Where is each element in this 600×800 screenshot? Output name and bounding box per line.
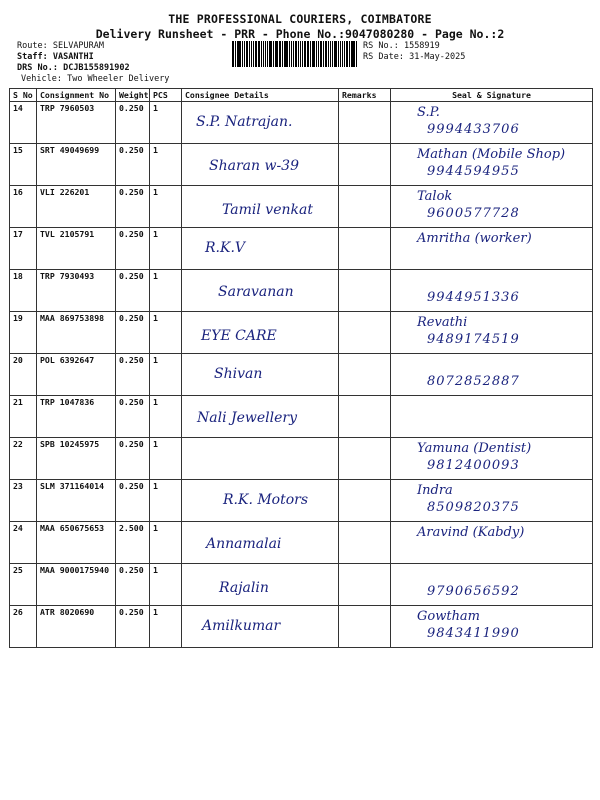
row-seal-signature — [391, 480, 593, 522]
barcode-bar — [340, 41, 341, 67]
barcode-bar — [253, 41, 254, 67]
route-line: Route: SELVAPURAM — [17, 41, 105, 51]
row-remarks — [339, 102, 391, 144]
row-consignee — [182, 354, 339, 396]
col-pcs: PCS — [150, 89, 182, 102]
barcode-bar — [279, 41, 281, 67]
table-row — [10, 396, 593, 438]
table-row — [10, 186, 593, 228]
rs-no-line: RS No.: 1558919 — [363, 41, 440, 51]
row-seal-signature — [391, 102, 593, 144]
row-weight: 0.250 — [116, 438, 150, 480]
row-sno: 19 — [10, 312, 37, 354]
row-weight: 0.250 — [116, 144, 150, 186]
barcode-bar — [273, 41, 274, 67]
barcode-bar — [316, 41, 317, 67]
row-weight: 0.250 — [116, 312, 150, 354]
phone-number-handwritten: 9489174519 — [427, 332, 520, 347]
row-seal-signature — [391, 396, 593, 438]
row-seal-signature — [391, 564, 593, 606]
barcode-bar — [312, 41, 313, 67]
consignee-signature: Amilkumar — [202, 618, 281, 634]
row-weight: 0.250 — [116, 354, 150, 396]
row-remarks — [339, 522, 391, 564]
phone-number-handwritten: 9843411990 — [427, 626, 520, 641]
seal-signature-text: S.P. — [417, 105, 440, 120]
row-remarks — [339, 480, 391, 522]
barcode-bar — [351, 41, 352, 67]
phone-number-handwritten: 8509820375 — [427, 500, 520, 515]
phone-number-handwritten: 8072852887 — [427, 374, 520, 389]
row-consignee — [182, 144, 339, 186]
row-sno: 26 — [10, 606, 37, 648]
row-seal-signature — [391, 312, 593, 354]
barcode-bar — [310, 41, 311, 67]
barcode-bar — [313, 41, 315, 67]
col-seal: Seal & Signature — [391, 89, 593, 102]
row-consignee — [182, 102, 339, 144]
row-pcs: 1 — [150, 438, 182, 480]
row-consignment: POL 6392647 — [37, 354, 116, 396]
row-sno: 18 — [10, 270, 37, 312]
row-consignment: SRT 49049699 — [37, 144, 116, 186]
vehicle-value: Two Wheeler Delivery — [67, 74, 170, 84]
table-row — [10, 522, 593, 564]
consignee-signature: S.P. Natrajan. — [196, 114, 293, 130]
barcode-bar — [269, 41, 272, 67]
row-pcs: 1 — [150, 102, 182, 144]
row-pcs: 1 — [150, 480, 182, 522]
row-pcs: 1 — [150, 144, 182, 186]
row-weight: 0.250 — [116, 186, 150, 228]
row-seal-signature — [391, 228, 593, 270]
table-row — [10, 564, 593, 606]
runsheet-table — [9, 88, 593, 648]
barcode-bar — [276, 41, 278, 67]
table-row — [10, 480, 593, 522]
staff-value: VASANTHI — [52, 52, 94, 62]
row-consignee — [182, 438, 339, 480]
seal-signature-text: Aravind (Kabdy) — [417, 525, 525, 540]
phone-number-handwritten: 9812400093 — [427, 458, 520, 473]
barcode-bar — [352, 41, 355, 67]
barcode-bar — [235, 41, 236, 67]
barcode-bar — [238, 41, 241, 67]
barcode-bar — [291, 41, 292, 67]
phone-number-handwritten: 9944951336 — [427, 290, 520, 305]
barcode-bar — [325, 41, 327, 67]
seal-signature-text: Indra — [417, 483, 453, 498]
row-weight: 0.250 — [116, 270, 150, 312]
route-value: SELVAPURAM — [52, 41, 105, 51]
barcode-bar — [258, 41, 260, 67]
table-row — [10, 606, 593, 648]
table-header-row — [10, 89, 593, 102]
col-weight: Weight — [116, 89, 150, 102]
row-remarks — [339, 312, 391, 354]
row-remarks — [339, 606, 391, 648]
runsheet-subtitle: Delivery Runsheet - PRR - Phone No.:9047080280 - Page No.:2 — [95, 27, 505, 41]
table-row — [10, 354, 593, 396]
row-sno: 22 — [10, 438, 37, 480]
row-remarks — [339, 228, 391, 270]
row-sno: 17 — [10, 228, 37, 270]
barcode — [232, 41, 358, 67]
phone-number-handwritten: 9790656592 — [427, 584, 520, 599]
row-consignee — [182, 480, 339, 522]
barcode-bar — [346, 41, 348, 67]
barcode-bar — [249, 41, 250, 67]
table-row — [10, 270, 593, 312]
barcode-bar — [298, 41, 299, 67]
row-consignment: VLI 226201 — [37, 186, 116, 228]
consignee-signature: Shivan — [214, 366, 263, 382]
table-row — [10, 438, 593, 480]
row-consignee — [182, 228, 339, 270]
consignee-signature: Rajalin — [219, 580, 269, 596]
row-remarks — [339, 396, 391, 438]
barcode-bar — [302, 41, 303, 67]
barcode-bar — [265, 41, 267, 67]
row-sno: 15 — [10, 144, 37, 186]
phone-number-handwritten: 9944594955 — [427, 164, 520, 179]
barcode-bar — [330, 41, 331, 67]
barcode-bar — [267, 41, 268, 67]
row-remarks — [339, 564, 391, 606]
consignee-signature: R.K. Motors — [223, 492, 309, 508]
rs-date-value: 31-May-2025 — [409, 52, 466, 62]
row-weight: 0.250 — [116, 564, 150, 606]
consignee-signature: Nali Jewellery — [197, 410, 298, 426]
row-seal-signature — [391, 354, 593, 396]
barcode-bar — [263, 41, 264, 67]
row-consignee — [182, 564, 339, 606]
row-weight: 0.250 — [116, 228, 150, 270]
barcode-bar — [295, 41, 297, 67]
rs-date-line: RS Date: 31-May-2025 — [363, 52, 466, 62]
row-consignee — [182, 522, 339, 564]
barcode-bar — [285, 41, 288, 67]
table-row — [10, 144, 593, 186]
row-seal-signature — [391, 186, 593, 228]
row-remarks — [339, 354, 391, 396]
row-weight: 0.250 — [116, 396, 150, 438]
barcode-bar — [344, 41, 345, 67]
col-consignee: Consignee Details — [182, 89, 339, 102]
table-row — [10, 102, 593, 144]
barcode-bar — [349, 41, 350, 67]
row-consignee — [182, 606, 339, 648]
barcode-bar — [289, 41, 290, 67]
row-pcs: 1 — [150, 564, 182, 606]
row-remarks — [339, 270, 391, 312]
barcode-bar — [318, 41, 319, 67]
consignee-signature: R.K.V — [205, 240, 246, 256]
seal-signature-text: Mathan (Mobile Shop) — [417, 147, 566, 162]
barcode-bar — [237, 41, 238, 67]
row-consignment: TRP 1047836 — [37, 396, 116, 438]
barcode-bar — [246, 41, 248, 67]
barcode-bar — [323, 41, 324, 67]
col-remarks: Remarks — [339, 89, 391, 102]
rs-no-value: 1558919 — [403, 41, 440, 51]
row-sno: 25 — [10, 564, 37, 606]
barcode-bar — [300, 41, 301, 67]
row-sno: 16 — [10, 186, 37, 228]
seal-signature-text: Amritha (worker) — [417, 231, 532, 246]
consignee-signature: Sharan w-39 — [209, 158, 299, 174]
row-consignment: TVL 2105791 — [37, 228, 116, 270]
row-weight: 0.250 — [116, 480, 150, 522]
barcode-bar — [275, 41, 276, 67]
row-consignment: TRP 7930493 — [37, 270, 116, 312]
barcode-bar — [338, 41, 339, 67]
barcode-bar — [244, 41, 246, 67]
row-consignee — [182, 396, 339, 438]
col-consignment: Consignment No — [37, 89, 116, 102]
barcode-bar — [334, 41, 337, 67]
seal-signature-text: Gowtham — [417, 609, 481, 624]
consignee-signature: Tamil venkat — [222, 202, 313, 218]
row-weight: 0.250 — [116, 102, 150, 144]
seal-signature-text: Talok — [417, 189, 453, 204]
row-sno: 21 — [10, 396, 37, 438]
phone-number-handwritten: 9994433706 — [427, 122, 520, 137]
seal-signature-text: Revathi — [417, 315, 468, 330]
company-title: THE PROFESSIONAL COURIERS, COIMBATORE — [168, 12, 432, 26]
barcode-bar — [342, 41, 344, 67]
consignee-signature: EYE CARE — [201, 328, 277, 344]
barcode-bar — [356, 41, 357, 67]
row-seal-signature — [391, 438, 593, 480]
row-weight: 2.500 — [116, 522, 150, 564]
row-consignment: SPB 10245975 — [37, 438, 116, 480]
row-consignment: MAA 869753898 — [37, 312, 116, 354]
row-consignee — [182, 270, 339, 312]
row-consignee — [182, 312, 339, 354]
drs-value: DCJB155891902 — [63, 63, 130, 73]
staff-line: Staff: VASANTHI — [17, 52, 94, 62]
row-remarks — [339, 186, 391, 228]
row-consignment: ATR 8020690 — [37, 606, 116, 648]
row-seal-signature — [391, 144, 593, 186]
barcode-bar — [242, 41, 243, 67]
barcode-bar — [320, 41, 323, 67]
barcode-bar — [328, 41, 329, 67]
row-weight: 0.250 — [116, 606, 150, 648]
row-pcs: 1 — [150, 228, 182, 270]
barcode-bar — [293, 41, 295, 67]
barcode-bar — [304, 41, 307, 67]
phone-number-handwritten: 9600577728 — [427, 206, 520, 221]
table-row — [10, 228, 593, 270]
row-pcs: 1 — [150, 312, 182, 354]
vehicle-line: Vehicle: Two Wheeler Delivery — [21, 74, 170, 84]
barcode-bar — [307, 41, 309, 67]
barcode-bar — [255, 41, 258, 67]
barcode-bar — [261, 41, 262, 67]
row-sno: 20 — [10, 354, 37, 396]
barcode-bar — [251, 41, 252, 67]
row-remarks — [339, 144, 391, 186]
consignee-signature: Annamalai — [206, 536, 282, 552]
row-seal-signature — [391, 522, 593, 564]
row-consignment: SLM 371164014 — [37, 480, 116, 522]
row-consignment: MAA 650675653 — [37, 522, 116, 564]
row-pcs: 1 — [150, 186, 182, 228]
col-sno: S No — [10, 89, 37, 102]
row-seal-signature — [391, 270, 593, 312]
barcode-bar — [232, 41, 234, 67]
row-pcs: 1 — [150, 396, 182, 438]
seal-signature-text: Yamuna (Dentist) — [417, 441, 532, 456]
row-remarks — [339, 438, 391, 480]
barcode-bar — [282, 41, 283, 67]
row-sno: 24 — [10, 522, 37, 564]
row-sno: 23 — [10, 480, 37, 522]
row-pcs: 1 — [150, 354, 182, 396]
drs-line: DRS No.: DCJB155891902 — [17, 63, 130, 73]
table-row — [10, 312, 593, 354]
row-consignment: TRP 7960503 — [37, 102, 116, 144]
row-pcs: 1 — [150, 270, 182, 312]
row-sno: 14 — [10, 102, 37, 144]
row-consignee — [182, 186, 339, 228]
row-pcs: 1 — [150, 522, 182, 564]
barcode-bar — [332, 41, 334, 67]
row-consignment: MAA 9000175940 — [37, 564, 116, 606]
barcode-bar — [284, 41, 285, 67]
row-seal-signature — [391, 606, 593, 648]
consignee-signature: Saravanan — [218, 284, 294, 300]
row-pcs: 1 — [150, 606, 182, 648]
